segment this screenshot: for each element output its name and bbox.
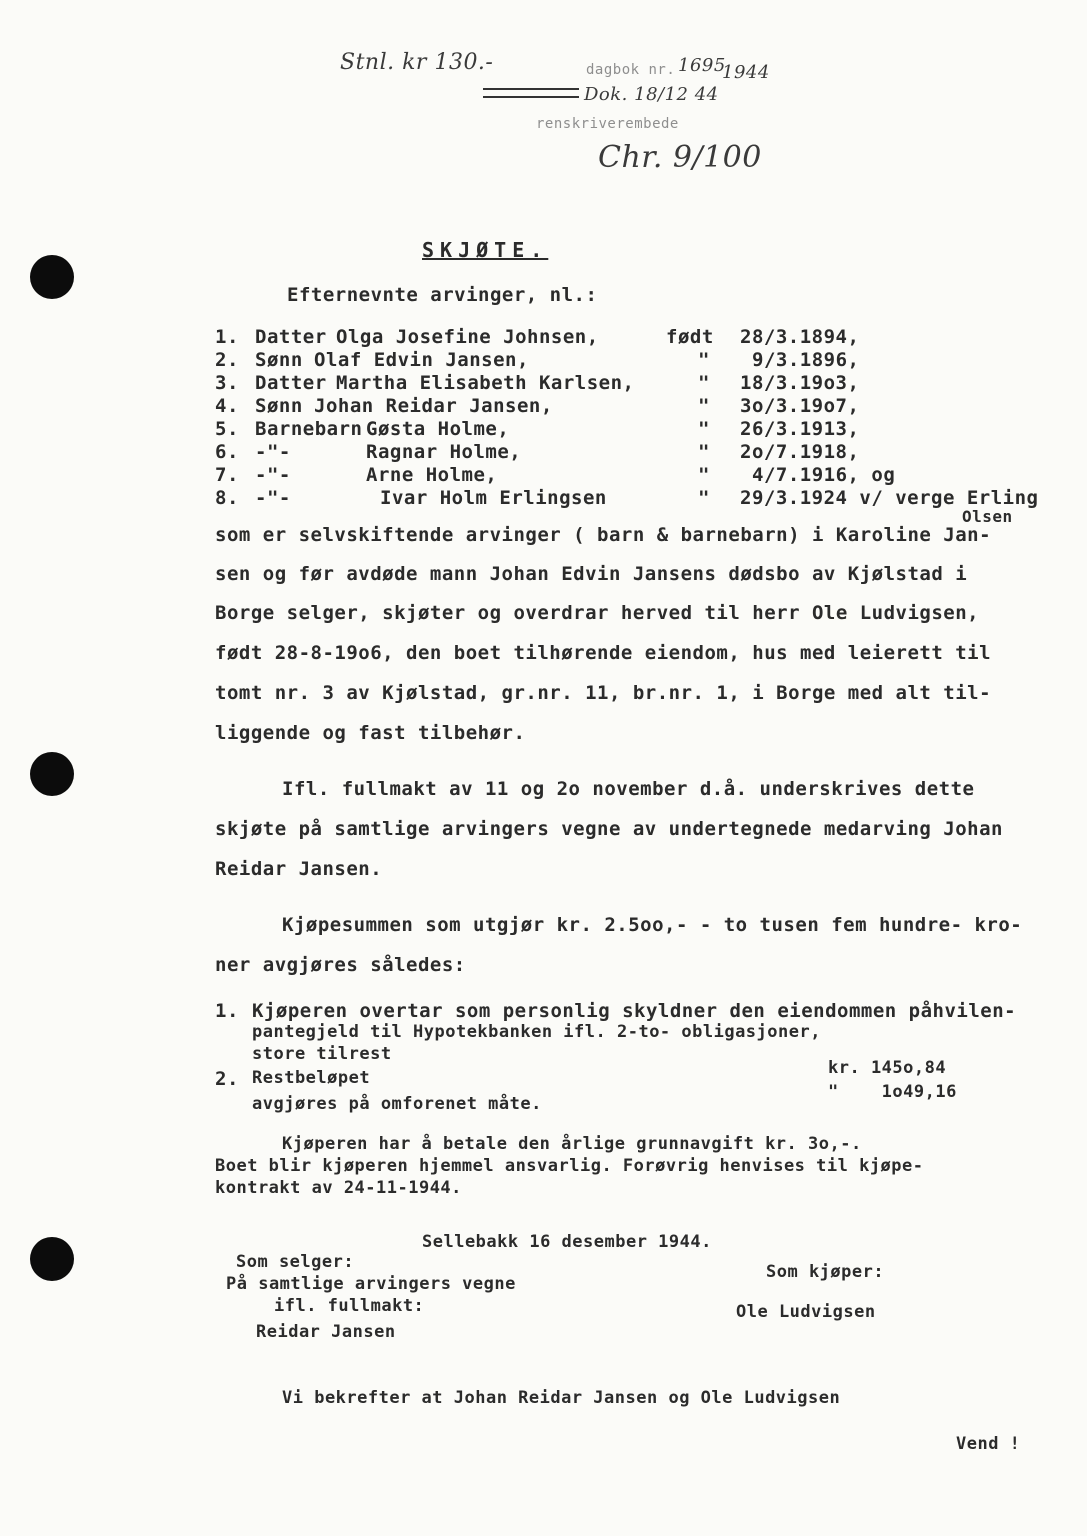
handwritten-fee: Stnl. kr 130.- — [340, 50, 494, 75]
seller-name: Reidar Jansen — [256, 1322, 396, 1342]
body-line: Kjøpesummen som utgjør kr. 2.5oo,- - to tusen fem hundre- kro- — [282, 914, 1023, 936]
heir-birth-date: 29/3.1924 v/ verge Erling — [740, 487, 1039, 509]
heir-name: Olaf Edvin Jansen, — [314, 349, 529, 371]
buyer-label: Som kjøper: — [766, 1262, 885, 1282]
heir-birth-date: 9/3.1896, — [752, 349, 860, 371]
heir-birth-date: 26/3.1913, — [740, 418, 860, 440]
heir-born-label: " — [698, 395, 710, 417]
heir-birth-date: 18/3.19o3, — [740, 372, 860, 394]
item-number: 1. — [215, 1000, 239, 1022]
heir-name: Ivar Holm Erlingsen — [380, 487, 607, 509]
heir-born-label: " — [698, 441, 710, 463]
heir-name: Gøsta Holme, — [366, 418, 510, 440]
heir-relation: -"- — [255, 441, 291, 463]
punch-hole — [30, 255, 74, 299]
strike-line — [483, 88, 579, 90]
body-line: Reidar Jansen. — [215, 858, 383, 880]
heir-number: 6. — [215, 441, 239, 463]
heir-birth-date: 4/7.1916, og — [752, 464, 896, 486]
heir-born-label: " — [698, 349, 710, 371]
heir-number: 3. — [215, 372, 239, 394]
heir-name: Ragnar Holme, — [366, 441, 522, 463]
heir-relation: Sønn — [255, 395, 303, 417]
body-line: skjøte på samtlige arvingers vegne av undertegnede medarving Johan — [215, 818, 1003, 840]
heir-name: Arne Holme, — [366, 464, 498, 486]
heir-born-label: " — [698, 372, 710, 394]
heir-birth-date: 28/3.1894, — [740, 326, 860, 348]
heir-name: Johan Reidar Jansen, — [314, 395, 553, 417]
place-date: Sellebakk 16 desember 1944. — [422, 1232, 712, 1252]
body-line: Ifl. fullmakt av 11 og 2o november d.å. underskrives dette — [282, 778, 975, 800]
confirmation-line: Vi bekrefter at Johan Reidar Jansen og Ole Ludvigsen — [282, 1388, 841, 1408]
body-line: Borge selger, skjøter og overdrar herved til herr Ole Ludvigsen, — [215, 602, 980, 624]
body-line: liggende og fast tilbehør. — [215, 722, 526, 744]
punch-hole — [30, 1237, 74, 1281]
heir-relation: Sønn — [255, 349, 303, 371]
body-line: sen og før avdøde mann Johan Edvin Jansens dødsbo av Kjølstad i — [215, 563, 968, 585]
heir-born-label: født — [666, 326, 714, 348]
handwritten-dagbok-number: 1695 — [678, 55, 726, 76]
body-line: kontrakt av 24-11-1944. — [215, 1178, 462, 1198]
body-line: født 28-8-19o6, den boet tilhørende eiendom, hus med leierett til — [215, 642, 992, 664]
seller-authority: ifl. fullmakt: — [274, 1296, 425, 1316]
handwritten-year: 1944 — [722, 62, 770, 83]
heir-number: 8. — [215, 487, 239, 509]
item-amount: " 1o49,16 — [828, 1082, 957, 1102]
item-line: avgjøres på omforenet måte. — [252, 1094, 542, 1114]
item-line: Kjøperen overtar som personlig skyldner den eiendommen påhvilen- — [252, 1000, 1017, 1022]
heir-relation: -"- — [255, 487, 291, 509]
heir-number: 5. — [215, 418, 239, 440]
handwritten-date: Dok. 18/12 44 — [584, 84, 719, 105]
heir-born-label: " — [698, 464, 710, 486]
heir-number: 1. — [215, 326, 239, 348]
document-title: SKJØTE. — [422, 238, 549, 262]
heir-relation: -"- — [255, 464, 291, 486]
heir-name: Martha Elisabeth Karlsen, — [336, 372, 635, 394]
strike-line — [483, 96, 579, 98]
body-line: som er selvskiftende arvinger ( barn & barnebarn) i Karoline Jan- — [215, 524, 992, 546]
heir-number: 7. — [215, 464, 239, 486]
heir-number: 2. — [215, 349, 239, 371]
item-line: Restbeløpet — [252, 1068, 371, 1088]
heir-birth-date: 3o/3.19o7, — [740, 395, 860, 417]
heir-relation: Datter — [255, 372, 327, 394]
seller-on-behalf: På samtlige arvingers vegne — [226, 1274, 516, 1294]
body-line: tomt nr. 3 av Kjølstad, gr.nr. 11, br.nr. 1, i Borge med alt til- — [215, 682, 992, 704]
seller-label: Som selger: — [236, 1252, 355, 1272]
heir-name: Olga Josefine Johnsen, — [336, 326, 599, 348]
printed-office-label: renskriverembede — [536, 116, 679, 132]
intro-line: Efternevnte arvinger, nl.: — [287, 284, 598, 306]
punch-hole — [30, 752, 74, 796]
heir-born-label: " — [698, 418, 710, 440]
item-number: 2. — [215, 1068, 239, 1090]
heir-birth-date: 2o/7.1918, — [740, 441, 860, 463]
body-line: Kjøperen har å betale den årlige grunnavgift kr. 3o,-. — [282, 1134, 862, 1154]
body-line: Boet blir kjøperen hjemmel ansvarlig. Forøvrig henvises til kjøpe- — [215, 1156, 924, 1176]
item-line: store tilrest — [252, 1044, 392, 1064]
heir-relation: Datter — [255, 326, 327, 348]
body-line: ner avgjøres således: — [215, 954, 466, 976]
buyer-name: Ole Ludvigsen — [736, 1302, 876, 1322]
item-line: pantegjeld til Hypotekbanken ifl. 2-to- obligasjoner, — [252, 1022, 821, 1042]
heir-born-label: " — [698, 487, 710, 509]
item-amount: kr. 145o,84 — [828, 1058, 947, 1078]
printed-dagbok-label: dagbok nr. — [586, 62, 676, 78]
guardian-surname: Olsen — [962, 507, 1013, 526]
turn-over-note: Vend ! — [956, 1434, 1021, 1454]
handwritten-initials: Chr. 9/100 — [598, 140, 762, 175]
heir-relation: Barnebarn — [255, 418, 363, 440]
heir-number: 4. — [215, 395, 239, 417]
